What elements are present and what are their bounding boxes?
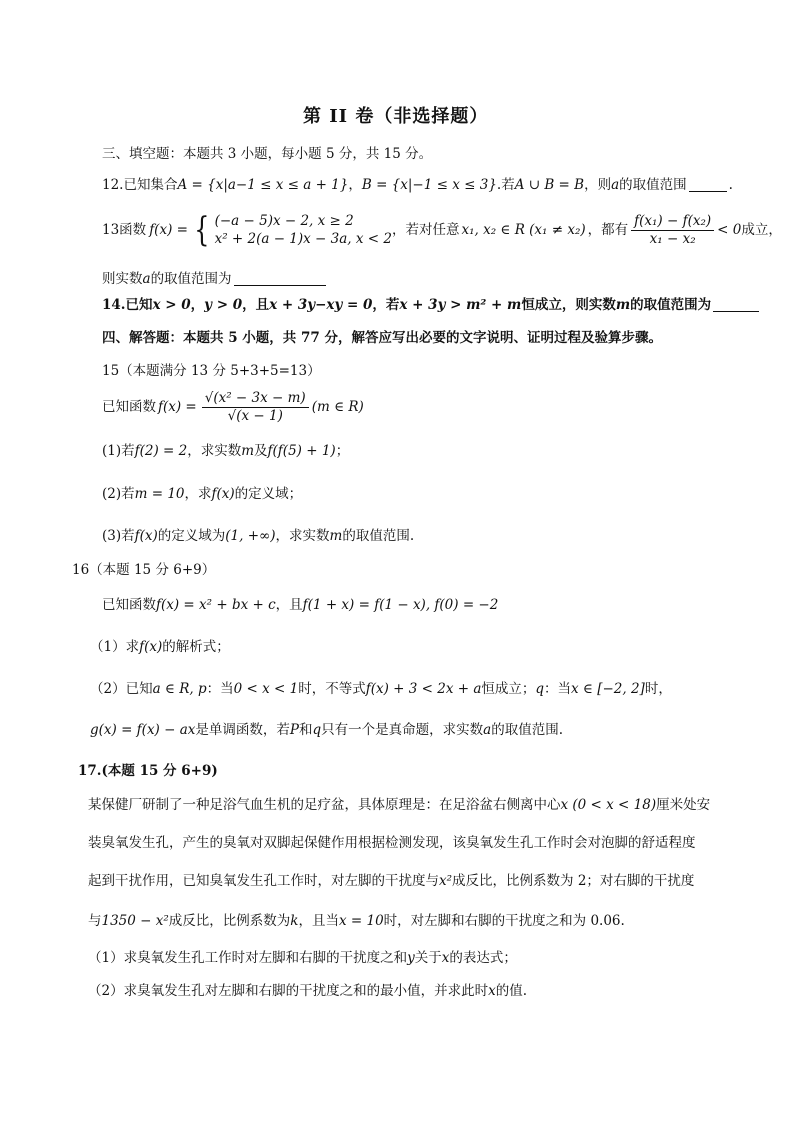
q15-heading: 15（本题满分 13 分 5+3+5=13） <box>102 363 321 379</box>
q13-brace: { <box>194 210 210 251</box>
q17-l4-b: 成反比，比例系数为 <box>168 913 291 929</box>
q15-domain: (m ∈ R) <box>311 398 364 415</box>
q16-p2-x: x ∈ [−2, 2] <box>571 681 645 697</box>
q15-p3-expr: f(x) <box>134 528 158 544</box>
q14-ask: 的取值范围为 <box>630 297 712 313</box>
q15-part-2 <box>102 485 302 504</box>
q17-l4-d: 时，对左脚和右脚的干扰度之和为 0.06. <box>383 913 625 929</box>
q16-p2-range: 0 < x < 1 <box>233 681 299 697</box>
q12-answer-blank[interactable] <box>689 177 727 192</box>
q13-line2-ask: 的取值范围为 <box>150 271 232 287</box>
q16-p2b-and: 和 <box>298 722 313 738</box>
q17-l4-k: k <box>290 913 299 929</box>
q15-p1-cond: f(2) = 2 <box>134 443 188 459</box>
q17-line-3 <box>88 872 694 891</box>
q17-p1-c: 的表达式； <box>449 950 517 966</box>
q12-set-b: B = {x|−1 ≤ x ≤ 3} <box>361 177 497 193</box>
q15-p3-int: (1, +∞) <box>225 528 276 544</box>
page-title: 第 II 卷（非选择题） <box>303 106 489 127</box>
q15-p2-lead: (2)若 <box>102 486 135 502</box>
q15-p1-expr: f(f(5) + 1) <box>267 443 336 459</box>
q14-sep1: ， <box>190 297 205 313</box>
q16-p2-qc: ：当 <box>544 681 572 697</box>
q16-part-2 <box>90 680 672 699</box>
q16-p2b-q: q <box>312 722 322 738</box>
q17-l1-b: 厘米处安 <box>656 797 711 813</box>
q16-p2-q: q <box>535 681 545 697</box>
q12-cond: .若 <box>496 177 515 193</box>
q17-l4-expr: 1350 − x² <box>101 913 169 929</box>
question-14 <box>102 296 761 315</box>
q12-ask: 的取值范围 <box>619 177 687 193</box>
q14-and: ，且 <box>242 297 270 313</box>
q16-p2b-p: P <box>289 722 299 738</box>
q16-p1-end: 的解析式； <box>162 639 230 655</box>
q14-if: ，若 <box>372 297 400 313</box>
q13-mid: ，若对任意 <box>391 221 460 238</box>
q15-p3-tail: ，求实数 <box>275 528 330 544</box>
section-heading-solutions: 四、解答题：本题共 5 小题，共 77 分，解答应写出必要的文字说明、证明过程及验算步骤。 <box>102 330 662 346</box>
q15-intro <box>102 390 364 425</box>
q13-fraction <box>631 213 714 248</box>
q12-sep: ， <box>348 177 362 193</box>
q13-ineq: < 0 <box>717 221 742 238</box>
q13-line2-lead: 则实数 <box>102 271 143 287</box>
q17-p2-b: 的值. <box>495 983 528 999</box>
q12-var: a <box>611 177 620 193</box>
q13-numerator: f(x₁) − f(x₂) <box>631 213 714 231</box>
q13-line2-var: a <box>142 271 151 287</box>
q14-var: m <box>615 297 631 313</box>
q13-answer-blank[interactable] <box>234 271 326 286</box>
q17-l4-cond: x = 10 <box>338 913 384 929</box>
q15-p1-end: ； <box>335 443 350 459</box>
q15-p3-lead: (3)若 <box>102 528 135 544</box>
q17-l1-a: 某保健厂研制了一种足浴气血生机的足疗盆，具体原理是：在足浴盆右侧离中心 <box>88 797 561 813</box>
q16-cond: f(1 + x) = f(1 − x), f(0) = −2 <box>302 597 499 613</box>
q16-p2-then: 时， <box>644 681 672 697</box>
q16-p2-a: a ∈ R, p <box>152 681 207 697</box>
q13-have: ，都有 <box>587 221 629 238</box>
q16-intro-text: 已知函数 <box>102 597 156 613</box>
q17-p2-x: x <box>488 983 496 999</box>
q14-tail: 恒成立，则实数 <box>521 297 616 313</box>
q15-p2-cond: m = 10 <box>134 486 185 502</box>
q17-l1-x: x (0 < x < 18) <box>560 797 657 813</box>
q13-case-1: (−a − 5)x − 2, x ≥ 2 <box>214 213 354 229</box>
q16-p2b-only: 只有一个是真命题，求实数 <box>321 722 484 738</box>
q17-p2-a: （2）求臭氧发生孔对左脚和右脚的干扰度之和的最小值，并求此时 <box>88 983 489 999</box>
q15-fraction <box>202 390 309 425</box>
q12-lead: 12.已知集合 <box>102 177 178 193</box>
q16-p2-lead: （2）已知 <box>90 681 153 697</box>
q17-l4-c: ，且当 <box>298 913 339 929</box>
q16-p2-colon: ：当 <box>206 681 234 697</box>
q17-line-4 <box>88 912 625 931</box>
q16-p2-when: 时，不等式 <box>298 681 366 697</box>
q13-tail: 成立， <box>741 221 782 238</box>
q16-p2b-var: a <box>483 722 492 738</box>
q17-p1-b: 关于 <box>414 950 442 966</box>
q16-p2b-end: 的取值范围. <box>491 722 563 738</box>
section-heading-fill-blank: 三、填空题：本题共 3 小题，每小题 5 分，共 15 分。 <box>102 146 433 162</box>
q15-p2-mid: ，求 <box>184 486 212 502</box>
q14-eq: x + 3y−xy = 0 <box>269 297 373 313</box>
q13-cases <box>215 212 392 248</box>
q17-part-2 <box>88 982 527 1001</box>
q17-p1-x: x <box>441 950 450 966</box>
q16-intro <box>102 596 498 615</box>
q15-p2-end: 的定义域； <box>234 486 303 502</box>
q14-lead: 14.已知 <box>102 297 153 313</box>
q16-p2-hold: 恒成立； <box>481 681 536 697</box>
q12-union: A ∪ B = B <box>514 177 585 193</box>
q12-set-a: A = {x|a−1 ≤ x ≤ a + 1} <box>177 177 349 193</box>
q16-p2-ineq: f(x) + 3 < 2x + a <box>365 681 482 697</box>
q17-l3-b: 成反比，比例系数为 2；对右脚的干扰度 <box>452 873 695 889</box>
q15-p2-expr: f(x) <box>211 486 235 502</box>
q13-piecewise <box>191 210 392 251</box>
q17-line-1 <box>88 796 710 815</box>
question-12 <box>102 176 733 195</box>
q15-fx: f(x) = <box>158 398 197 415</box>
q15-numerator: √(x² − 3x − m) <box>202 390 309 408</box>
q15-denominator: √(x − 1) <box>227 407 283 424</box>
q14-ineq: x + 3y > m² + m <box>399 297 522 313</box>
q16-heading: 16（本题 15 分 6+9） <box>72 562 216 578</box>
q14-c1: x > 0 <box>152 297 191 313</box>
q13-xs: x₁, x₂ ∈ R (x₁ ≠ x₂) <box>461 221 586 238</box>
q16-and: ，且 <box>275 597 303 613</box>
question-13-line-2 <box>102 270 328 289</box>
q17-l4-a: 与 <box>88 913 102 929</box>
q17-line-2: 装臭氧发生孔，产生的臭氧对双脚起保健作用根据检测发现，该臭氧发生孔工作时会对泡脚的舒适程度 <box>88 835 696 851</box>
q15-intro-text: 已知函数 <box>102 398 156 415</box>
q15-p3-mid: 的定义域为 <box>157 528 226 544</box>
q13-fx: f(x) = <box>149 221 188 238</box>
q12-tail: ，则 <box>584 177 612 193</box>
q16-p2b-mono: 是单调函数，若 <box>195 722 290 738</box>
q15-p1-and: 及 <box>254 443 268 459</box>
q16-fx: f(x) = x² + bx + c <box>156 597 276 613</box>
q16-p1-expr: f(x) <box>139 639 163 655</box>
q17-p1-a: （1）求臭氧发生孔工作时对左脚和右脚的干扰度之和 <box>88 950 408 966</box>
q13-denominator: x₁ − x₂ <box>649 230 696 247</box>
q15-p1-var: m <box>241 443 255 459</box>
q17-p1-y: y <box>407 950 415 966</box>
q17-part-1 <box>88 949 517 968</box>
q15-p1-lead: (1)若 <box>102 443 135 459</box>
q16-p1-lead: （1）求 <box>90 639 140 655</box>
q15-part-3 <box>102 527 414 546</box>
q14-answer-blank[interactable] <box>713 297 759 312</box>
q15-p3-var: m <box>329 528 343 544</box>
question-13 <box>102 210 782 251</box>
q12-end: . <box>728 177 733 193</box>
q15-part-1 <box>102 442 349 461</box>
q17-heading: 17.(本题 15 分 6+9) <box>78 763 218 779</box>
q16-part-2-line-2 <box>90 721 563 740</box>
q13-case-2: x² + 2(a − 1)x − 3a, x < 2 <box>214 231 392 248</box>
q13-lead: 13函数 <box>102 221 147 238</box>
q17-l3-a: 起到干扰作用，已知臭氧发生孔工作时，对左脚的干扰度与 <box>88 873 439 889</box>
q16-p2b-expr: g(x) = f(x) − ax <box>90 722 196 738</box>
q15-p1-mid: ，求实数 <box>187 443 242 459</box>
q15-p3-end: 的取值范围. <box>342 528 415 544</box>
q16-part-1 <box>90 638 230 657</box>
q17-l3-x: x² <box>439 873 453 889</box>
q14-c2: y > 0 <box>204 297 243 313</box>
